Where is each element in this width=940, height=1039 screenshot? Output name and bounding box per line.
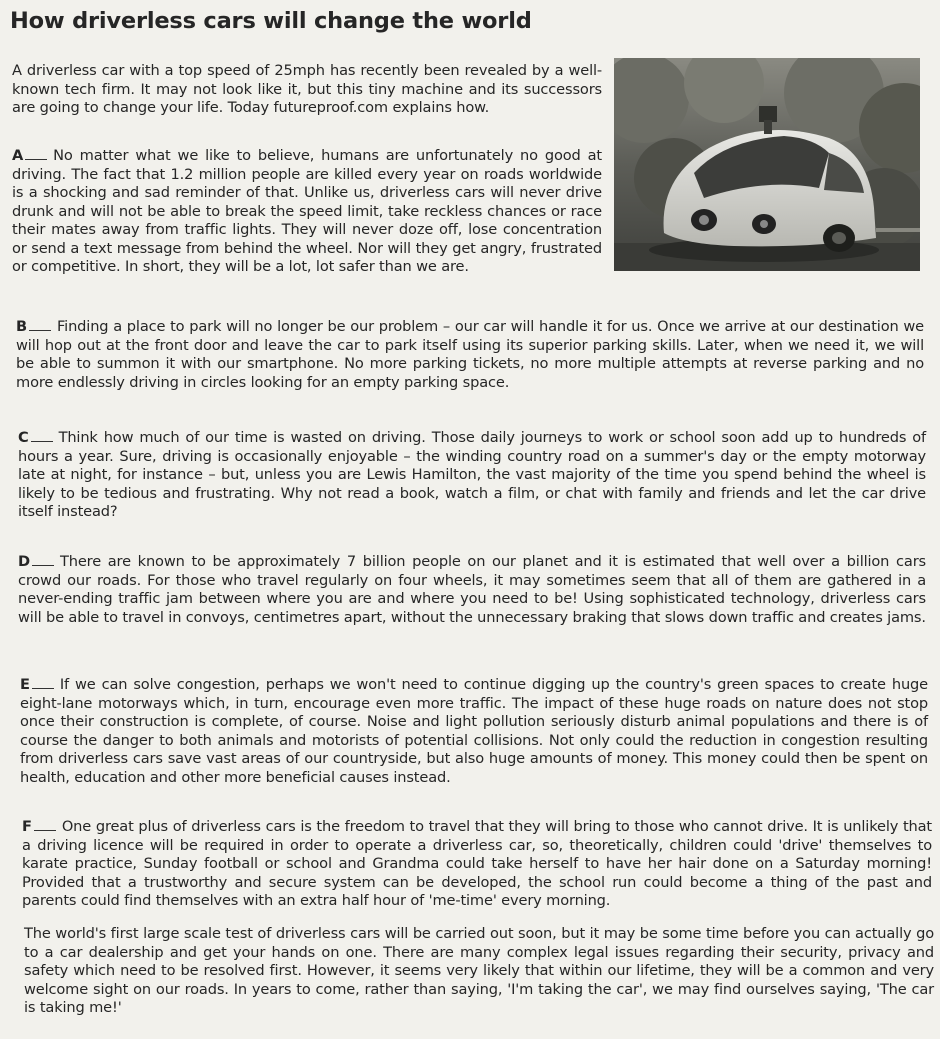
conclusion-paragraph: The world's first large scale test of driverless cars will be carried out soon, but it may be some time before you can actually go to a car dealership and get your hands on one. There are many complex legal issues regarding their security, privacy and safety which need to be resolved first. However, it seems very likely that within our lifetime, they will be a common and very welcome sight on our roads. In years to come, rather than saying, 'I'm taking the car', we may find ourselves saying, 'The car is taking me!' (24, 925, 934, 1016)
answer-blank[interactable] (29, 318, 51, 331)
section-letter: E (20, 676, 30, 693)
section-letter: C (18, 429, 29, 446)
section-text: Think how much of our time is wasted on driving. Those daily journeys to work or school soon add up to hundreds of hours a year. Sure, driving is occasionally enjoyable – the winding country road on a summer's day or the empty motorway late at night, for instance – but, unless you are Lewis Hamilton, the vast majority of the time you spend behind the wheel is likely to be tedious and frustrating. Why not read a book, watch a film, or chat with family and friends and let the car drive itself instead? (18, 429, 926, 520)
section-letter: B (16, 318, 27, 335)
section-text: There are known to be approximately 7 billion people on our planet and it is estimated that well over a billion cars crowd our roads. For those who travel regularly on four wheels, it may sometimes seem that all of them are gathered in a never-ending traffic jam between where you are and where you need to be! Using sophisticated technology, driverless cars will be able to travel in convoys, centimetres apart, without the unnecessary braking that slows down traffic and creates jams. (18, 553, 926, 626)
section-text: Finding a place to park will no longer be our problem – our car will handle it for us. Once we arrive at our destination we will hop out at the front door and leave the car to park itself using its superior parking skills. Later, when we need it, we will be able to summon it with our smartphone. No more parking tickets, no more multiple attempts at reverse parking and no more endlessly driving in circles looking for an empty parking space. (16, 318, 924, 391)
section-d (18, 553, 926, 627)
driverless-car-photo (614, 58, 920, 271)
answer-blank[interactable] (25, 147, 47, 160)
article-title: How driverless cars will change the world (10, 8, 532, 34)
section-c (18, 429, 926, 522)
section-letter: F (22, 818, 32, 835)
section-text: No matter what we like to believe, humans are unfortunately no good at driving. The fact that 1.2 million people are killed every year on roads worldwide is a shocking and sad reminder of that. Unlike us, driverless cars will never drive drunk and will not be able to break the speed limit, take reckless chances or race their mates away from traffic lights. They will never doze off, lose concentration or send a text message from behind the wheel. Nor will they get angry, frustrated or competitive. In short, they will be a lot, lot safer than we are. (12, 147, 602, 275)
answer-blank[interactable] (32, 676, 54, 689)
section-e (20, 676, 928, 787)
section-f (22, 818, 932, 911)
answer-blank[interactable] (34, 818, 56, 831)
answer-blank[interactable] (32, 553, 54, 566)
section-text: If we can solve congestion, perhaps we won't need to continue digging up the country's green spaces to create huge eight-lane motorways which, in turn, encourage even more traffic. The impact of these huge roads on nature does not stop once their construction is complete, of course. Noise and light pollution seriously disturb animal populations and there is of course the danger to both animals and motorists of potential collisions. Not only could the reduction in congestion resulting from driverless cars save vast areas of our countryside, but also huge amounts of money. This money could then be spent on health, education and other more beneficial causes instead. (20, 676, 928, 786)
section-b (16, 318, 924, 392)
answer-blank[interactable] (31, 429, 53, 442)
section-text: One great plus of driverless cars is the freedom to travel that they will bring to those who cannot drive. It is unlikely that a driving licence will be required in order to operate a driverless car, so, theoretically, children could 'drive' themselves to karate practice, Sunday football or school and Grandma could take herself to have her hair done on a Saturday morning! Provided that a trustworthy and secure system can be developed, the school run could become a thing of the past and parents could find themselves with an extra half hour of 'me-time' every morning. (22, 818, 932, 909)
section-letter: D (18, 553, 30, 570)
section-a (12, 147, 602, 277)
section-letter: A (12, 147, 24, 164)
intro-paragraph: A driverless car with a top speed of 25mph has recently been revealed by a well-known tech firm. It may not look like it, but this tiny machine and its successors are going to change your life. Today futureproof.com explains how. (12, 62, 602, 116)
